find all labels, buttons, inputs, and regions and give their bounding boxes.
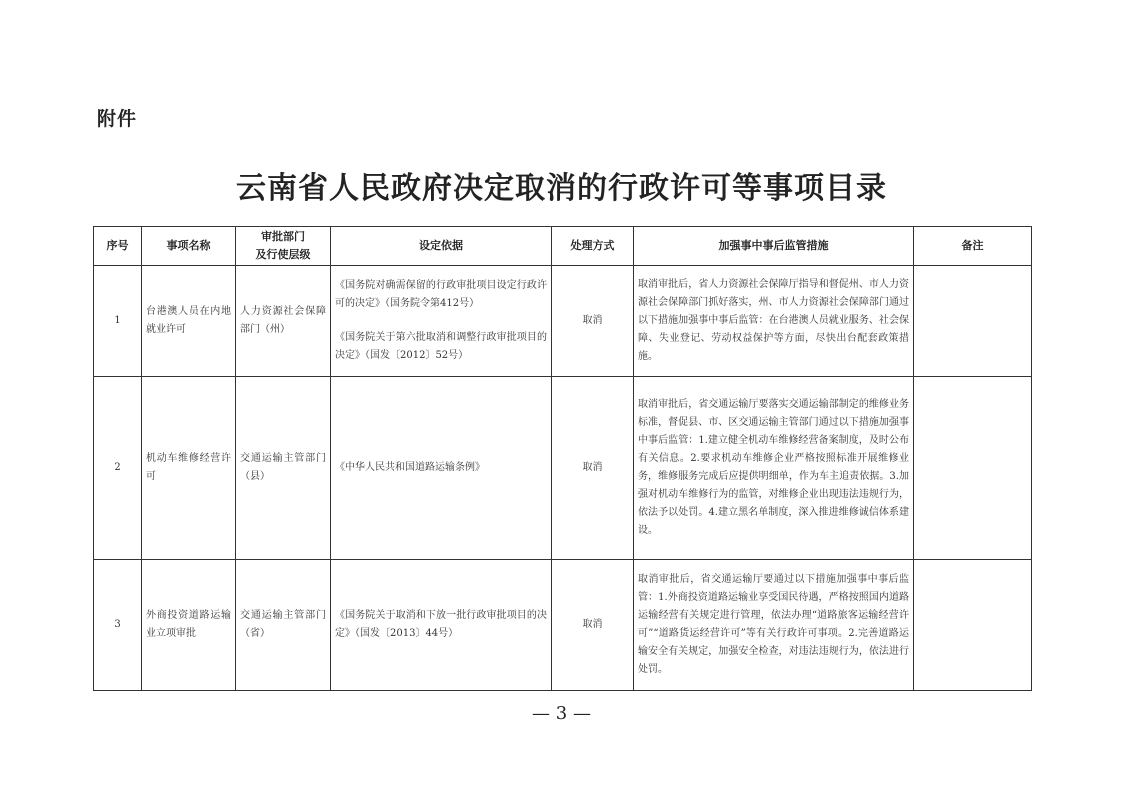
table-row — [94, 560, 1032, 691]
header-remarks: 备注 — [914, 227, 1032, 266]
header-method: 处理方式 — [552, 227, 634, 266]
row-basis — [331, 560, 552, 691]
row-method: 取消 — [552, 266, 634, 377]
header-row — [94, 227, 1032, 266]
row-measures: 取消审批后，省交通运输厅要落实交通运输部制定的维修业务标准，督促县、市、区交通运输主管部门通过以下措施加强事中事后监管：1.建立健全机动车维修经营备案制度，及时公布有关信息。2.要求机动车维修企业严格按照标准开展维修业务，维修服务完成后应提供明细单，作为车主追责依据。3.加强对机动车维修行为的监管，对维修企业出现违法违规行为，依法予以处罚。4.建立黑名单制度，深入推进维修诚信体系建设。 — [634, 377, 914, 560]
row-name: 台港澳人员在内地就业许可 — [142, 266, 236, 377]
header-basis: 设定依据 — [331, 227, 552, 266]
basis-item: 《国务院关于取消和下放一批行政审批项目的决定》（国发〔2013〕44号） — [335, 610, 547, 639]
attachment-label: 附件 — [97, 108, 138, 130]
row-measures: 取消审批后，省交通运输厅要通过以下措施加强事中事后监管：1.外商投资道路运输业享受国民待遇，严格按照国内道路运输经营有关规定进行管理，依法办理“道路旅客运输经营许可”“道路货运经营许可”等有关行政许可事项。2.完善道路运输安全有关规定，加强安全检查，对违法违规行为，依法进行处罚。 — [634, 560, 914, 691]
row-dept: 交通运输主管部门（省） — [236, 560, 331, 691]
basis-item: 《国务院关于第六批取消和调整行政审批项目的决定》（国发〔2012〕52号） — [335, 332, 547, 361]
row-seq: 2 — [94, 377, 142, 560]
row-seq: 3 — [94, 560, 142, 691]
page-number: — 3 — — [532, 703, 591, 724]
header-measures: 加强事中事后监管措施 — [634, 227, 914, 266]
row-seq: 1 — [94, 266, 142, 377]
table-header — [94, 227, 1032, 266]
table-body — [94, 266, 1032, 691]
row-remarks — [914, 377, 1032, 560]
header-name: 事项名称 — [142, 227, 236, 266]
row-basis — [331, 266, 552, 377]
row-measures: 取消审批后，省人力资源社会保障厅指导和督促州、市人力资源社会保障部门抓好落实，州、市人力资源社会保障部门通过以下措施加强事中事后监管：在台港澳人员就业服务、社会保障、失业登记、劳动权益保护等方面，尽快出台配套政策措施。 — [634, 266, 914, 377]
row-remarks — [914, 560, 1032, 691]
basis-item: 《中华人民共和国道路运输条例》 — [335, 462, 485, 473]
row-basis — [331, 377, 552, 560]
catalog-table — [93, 226, 1032, 691]
row-method: 取消 — [552, 377, 634, 560]
row-dept: 交通运输主管部门（县） — [236, 377, 331, 560]
table-row — [94, 377, 1032, 560]
row-dept: 人力资源社会保障部门（州） — [236, 266, 331, 377]
row-remarks — [914, 266, 1032, 377]
row-method: 取消 — [552, 560, 634, 691]
row-name: 机动车维修经营许可 — [142, 377, 236, 560]
basis-item: 《国务院对确需保留的行政审批项目设定行政许可的决定》（国务院令第412号） — [335, 280, 547, 309]
header-seq: 序号 — [94, 227, 142, 266]
document-title: 云南省人民政府决定取消的行政许可等事项目录 — [236, 171, 887, 206]
header-dept-line2: 及行使层级 — [255, 248, 311, 261]
table-row — [94, 266, 1032, 377]
row-name: 外商投资道路运输业立项审批 — [142, 560, 236, 691]
header-dept-line1: 审批部门 — [261, 230, 305, 243]
header-dept — [236, 227, 331, 266]
